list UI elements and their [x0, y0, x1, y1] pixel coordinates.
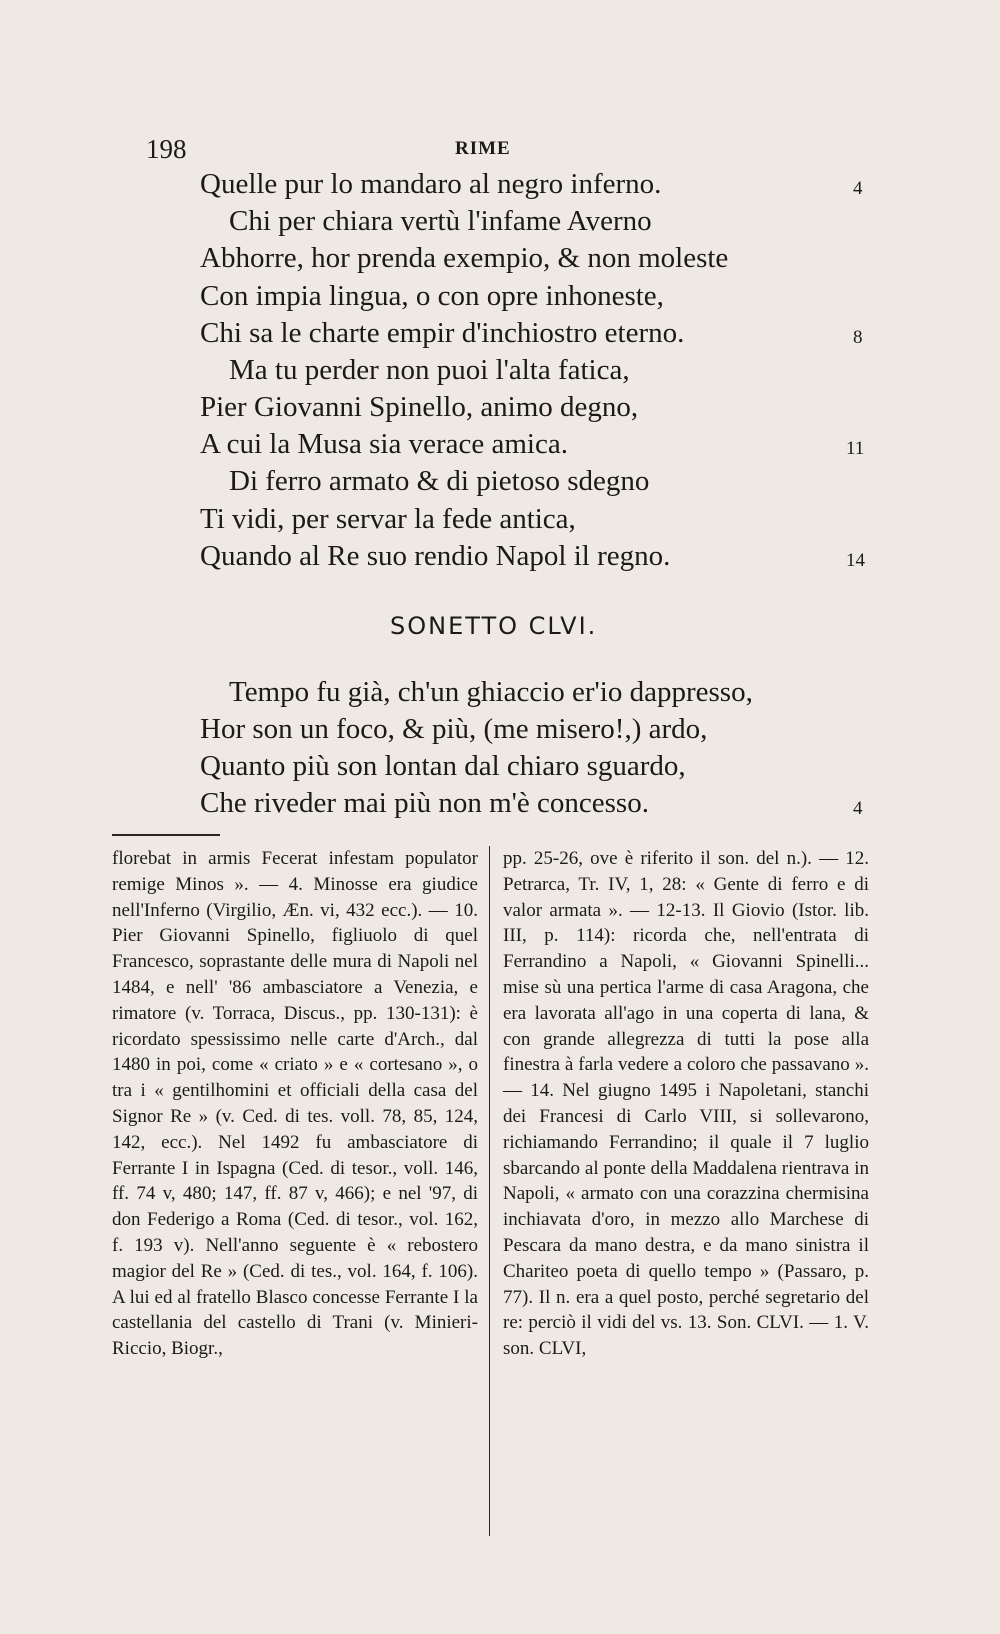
verse-line: Ti vidi, per servar la fede antica,	[200, 503, 576, 535]
verse-line: Ma tu perder non puoi l'alta fatica,	[229, 354, 630, 386]
line-number: 8	[853, 327, 863, 348]
verse-line: Hor son un foco, & più, (me misero!,) ardo,	[200, 713, 708, 745]
line-number: 4	[853, 178, 863, 199]
verse-line: Quanto più son lontan dal chiaro sguardo,	[200, 750, 686, 782]
verse-line: Tempo fu già, ch'un ghiaccio er'io dappresso,	[229, 676, 753, 708]
footnote-column-right	[503, 846, 869, 1362]
footnote-text: pp. 25-26, ove è riferito il son. del n.). — 12. Petrarca, Tr. IV, 1, 28: « Gente di ferro e di valor armata ». — 12-13. Il Giovio (Istor. lib. III, p. 114): ricorda che, nell'entrata di Ferrandino a Napoli, « Giovanni Spinelli... mise sù una pertica l'arme di casa Aragona, che era lavorata all'ago in una coperta di lana, & con grande allegrezza di tutti la pose alla finestra à farla vedere a coloro che passavano ». — 14. Nel giugno 1495 i Napoletani, stanchi dei Francesi di Carlo VIII, si sollevarono, richiamando Ferrandino; il quale il 7 luglio sbarcando al ponte della Maddalena rientrava in Napoli, « armato con una corazzina chermisina inchiavata d'oro, in mezzo allo Marchese di Pescara da mano destra, e da mano sinistra il Chariteo poeta di quello tempo » (Passaro, p. 77). Il n. era a quel posto, perché segretario del re: perciò il vidi del vs. 13. Son. CLVI. — 1. V. son. CLVI,	[503, 848, 869, 1360]
verse-line: Con impia lingua, o con opre inhoneste,	[200, 280, 664, 312]
verse-line: Quelle pur lo mandaro al negro inferno.	[200, 168, 662, 200]
verse-line: A cui la Musa sia verace amica.	[200, 428, 568, 460]
verse-line: Che riveder mai più non m'è concesso.	[200, 787, 649, 819]
footnote-text: florebat in armis Fecerat infestam populator remige Minos ». — 4. Minosse era giudice nell'Inferno (Virgilio, Æn. vi, 432 ecc.). — 10. Pier Giovanni Spinello, figliuolo di quel Francesco, soprastante delle mura di Napoli nel 1484, e nell' '86 ambasciatore a Venezia, e rimatore (v. Torraca, Discus., pp. 130-131): è ricordato spessissimo nelle carte d'Arch., dal 1480 in poi, come « criato » e « cortesano », o tra i « gentilhomini et officiali della casa del Signor Re » (v. Ced. di tes. voll. 78, 85, 124, 142, ecc.). Nel 1492 fu ambasciatore di Ferrante I in Ispagna (Ced. di tesor., voll. 146, ff. 74 v, 480; 147, ff. 87 v, 466); e nel '97, di don Federigo a Roma (Ced. di tesor., vol. 162, f. 193 v). Nell'anno seguente è « rebostero magior del Re » (Ced. di tes., vol. 164, f. 106). A lui ed al fratello Blasco concesse Ferrante I la castellania del castello di Trani (v. Minieri-Riccio, Biogr.,	[112, 848, 478, 1360]
page-number: 198	[146, 134, 187, 164]
line-number: 11	[846, 438, 865, 459]
verse-line: Abhorre, hor prenda exempio, & non moleste	[200, 242, 729, 274]
line-number: 4	[853, 798, 863, 819]
verse-line: Di ferro armato & di pietoso sdegno	[229, 465, 650, 497]
verse-line: Chi per chiara vertù l'infame Averno	[229, 205, 652, 237]
column-divider	[489, 846, 490, 1536]
footnote-column-left	[112, 846, 478, 1362]
sonnet-title: SONETTO CLVI.	[390, 612, 598, 640]
line-number: 14	[846, 550, 865, 571]
verse-line: Chi sa le charte empir d'inchiostro eterno.	[200, 317, 685, 349]
verse-line: Quando al Re suo rendio Napol il regno.	[200, 540, 671, 572]
running-title: RIME	[455, 138, 511, 159]
footnote-rule	[112, 834, 220, 836]
verse-line: Pier Giovanni Spinello, animo degno,	[200, 391, 639, 423]
footnotes	[0, 846, 1000, 1566]
